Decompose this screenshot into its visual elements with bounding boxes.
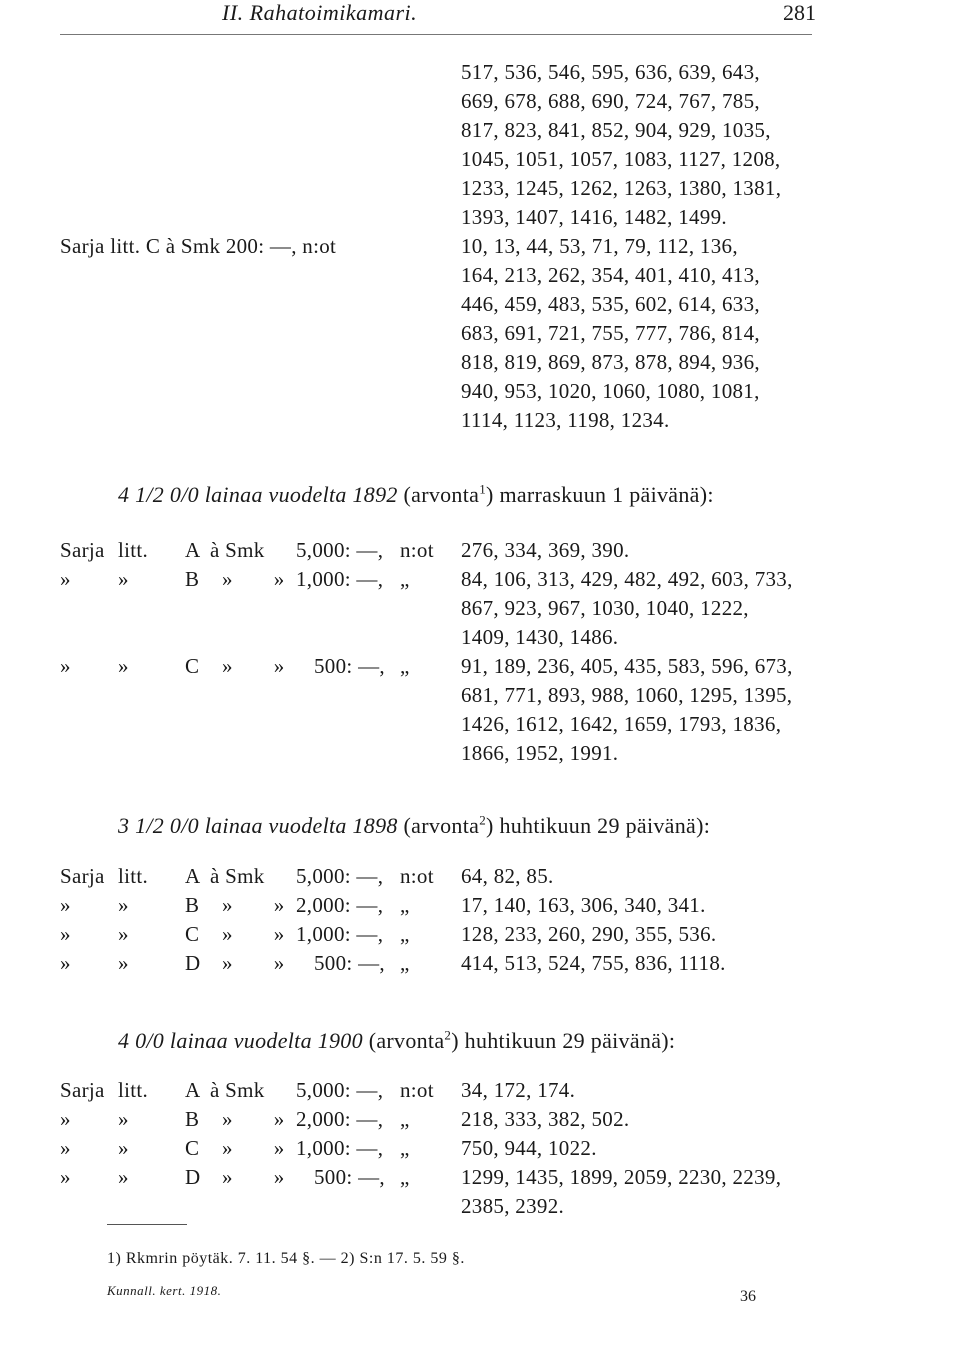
series-cell-amount: 5,000: —, <box>296 538 384 562</box>
series-cell-series: C <box>185 922 200 946</box>
footnote-rule <box>107 1224 187 1225</box>
heading-italic: 3 1/2 0/0 lainaa vuodelta 1898 <box>118 813 398 838</box>
series-cell-not: „ <box>400 922 410 946</box>
series-cell-sarja: » <box>60 567 71 591</box>
running-header-title: II. Rahatoimikamari. <box>222 0 418 25</box>
series-cell-asmk: » » <box>222 922 303 946</box>
series-cell-sarja: » <box>60 654 71 678</box>
series-cell-asmk: » » <box>222 567 303 591</box>
series-cell-amount: 1,000: —, <box>296 567 384 591</box>
series-cell-litt: » <box>118 893 129 917</box>
series-cell-sarja: Sarja <box>60 538 105 562</box>
series-cell-not: „ <box>400 893 410 917</box>
series-cell-asmk: » » <box>222 951 303 975</box>
header-rule <box>60 34 812 35</box>
series-cell-sarja: Sarja <box>60 864 105 888</box>
number-line: 2385, 2392. <box>461 1194 565 1218</box>
section-heading-1892 <box>118 482 714 508</box>
number-line: 64, 82, 85. <box>461 864 554 888</box>
number-line: 817, 823, 841, 852, 904, 929, 1035, <box>461 118 771 142</box>
series-cell-litt: » <box>118 1136 129 1160</box>
number-line: 1299, 1435, 1899, 2059, 2230, 2239, <box>461 1165 782 1189</box>
number-line: 128, 233, 260, 290, 355, 536. <box>461 922 717 946</box>
footnote-ref: 2 <box>479 812 487 828</box>
signature-mark: 36 <box>740 1288 756 1305</box>
series-cell-series: C <box>185 654 200 678</box>
series-cell-series: D <box>185 1165 201 1189</box>
series-cell-sarja: » <box>60 893 71 917</box>
number-line: 414, 513, 524, 755, 836, 1118. <box>461 951 726 975</box>
page-number: 281 <box>783 0 816 25</box>
number-line: 517, 536, 546, 595, 636, 639, 643, <box>461 60 760 84</box>
series-cell-litt: » <box>118 951 129 975</box>
number-line: 164, 213, 262, 354, 401, 410, 413, <box>461 263 760 287</box>
series-cell-amount: 2,000: —, <box>296 893 384 917</box>
series-cell-not: „ <box>400 1165 410 1189</box>
footnote-ref: 2 <box>444 1027 452 1043</box>
series-cell-asmk: » » <box>222 1136 303 1160</box>
series-cell-amount: 2,000: —, <box>296 1107 384 1131</box>
heading-italic: 4 0/0 lainaa vuodelta 1900 <box>118 1028 363 1053</box>
heading-text: (arvonta <box>368 1028 445 1053</box>
number-line: 84, 106, 313, 429, 482, 492, 603, 733, <box>461 567 793 591</box>
series-cell-litt: litt. <box>118 864 149 888</box>
series-cell-litt: » <box>118 1165 129 1189</box>
series-cell-asmk: » » <box>222 1107 303 1131</box>
series-cell-not: n:ot <box>400 538 434 562</box>
series-cell-series: A <box>185 1078 201 1102</box>
series-cell-amount: 1,000: —, <box>296 1136 384 1160</box>
number-line: 34, 172, 174. <box>461 1078 576 1102</box>
section-heading-1900 <box>118 1028 675 1054</box>
heading-text: (arvonta <box>403 813 480 838</box>
series-cell-sarja: » <box>60 922 71 946</box>
number-line: 1045, 1051, 1057, 1083, 1127, 1208, <box>461 147 781 171</box>
series-cell-amount: 5,000: —, <box>296 864 384 888</box>
number-line: 17, 140, 163, 306, 340, 341. <box>461 893 706 917</box>
series-cell-asmk: » » <box>222 654 303 678</box>
heading-text: ) marraskuun 1 päivänä): <box>486 482 714 507</box>
footnotes: 1) Rkmrin pöytäk. 7. 11. 54 §. — 2) S:n 17. 5. 59 §. <box>107 1250 465 1267</box>
series-cell-sarja: » <box>60 1107 71 1131</box>
number-line: 818, 819, 869, 873, 878, 894, 936, <box>461 350 760 374</box>
series-cell-series: C <box>185 1136 200 1160</box>
heading-text: ) huhtikuun 29 päivänä): <box>486 813 711 838</box>
series-cell-amount: 1,000: —, <box>296 922 384 946</box>
number-line: 1409, 1430, 1486. <box>461 625 619 649</box>
series-cell-litt: » <box>118 654 129 678</box>
series-cell-series: B <box>185 1107 200 1131</box>
series-cell-asmk: à Smk <box>210 1078 265 1102</box>
series-cell-not: „ <box>400 1136 410 1160</box>
series-cell-asmk: à Smk <box>210 864 265 888</box>
number-line: 91, 189, 236, 405, 435, 583, 596, 673, <box>461 654 793 678</box>
series-cell-sarja: » <box>60 1136 71 1160</box>
section-heading-1898 <box>118 813 710 839</box>
number-line: 276, 334, 369, 390. <box>461 538 630 562</box>
series-cell-amount: 500: —, <box>314 654 385 678</box>
series-cell-asmk: » » <box>222 893 303 917</box>
number-line: 940, 953, 1020, 1060, 1080, 1081, <box>461 379 760 403</box>
series-cell-not: n:ot <box>400 864 434 888</box>
number-line: 10, 13, 44, 53, 71, 79, 112, 136, <box>461 234 738 258</box>
number-line: 446, 459, 483, 535, 602, 614, 633, <box>461 292 760 316</box>
number-line: 218, 333, 382, 502. <box>461 1107 630 1131</box>
series-cell-litt: » <box>118 1107 129 1131</box>
number-line: 681, 771, 893, 988, 1060, 1295, 1395, <box>461 683 793 707</box>
series-cell-litt: litt. <box>118 538 149 562</box>
number-line: 669, 678, 688, 690, 724, 767, 785, <box>461 89 760 113</box>
series-cell-sarja: » <box>60 951 71 975</box>
heading-italic: 4 1/2 0/0 lainaa vuodelta 1892 <box>118 482 398 507</box>
number-line: 867, 923, 967, 1030, 1040, 1222, <box>461 596 749 620</box>
series-cell-asmk: à Smk <box>210 538 265 562</box>
number-line: 1426, 1612, 1642, 1659, 1793, 1836, <box>461 712 782 736</box>
series-cell-sarja: Sarja <box>60 1078 105 1102</box>
series-cell-series: B <box>185 567 200 591</box>
series-cell-not: „ <box>400 1107 410 1131</box>
series-cell-not: „ <box>400 567 410 591</box>
series-cell-amount: 500: —, <box>314 951 385 975</box>
number-line: 1866, 1952, 1991. <box>461 741 619 765</box>
series-cell-series: B <box>185 893 200 917</box>
heading-text: ) huhtikuun 29 päivänä): <box>451 1028 676 1053</box>
series-cell-not: n:ot <box>400 1078 434 1102</box>
number-line: 1233, 1245, 1262, 1263, 1380, 1381, <box>461 176 782 200</box>
series-cell-series: A <box>185 538 201 562</box>
series-cell-not: „ <box>400 654 410 678</box>
series-cell-amount: 5,000: —, <box>296 1078 384 1102</box>
heading-text: (arvonta <box>403 482 480 507</box>
series-cell-litt: » <box>118 567 129 591</box>
series-cell-not: „ <box>400 951 410 975</box>
series-cell-series: A <box>185 864 201 888</box>
series-cell-amount: 500: —, <box>314 1165 385 1189</box>
series-cell-asmk: » » <box>222 1165 303 1189</box>
series-cell-litt: » <box>118 922 129 946</box>
imprint: Kunnall. kert. 1918. <box>107 1283 222 1298</box>
footnote-ref: 1 <box>479 481 487 497</box>
series-cell-sarja: » <box>60 1165 71 1189</box>
series-cell-litt: litt. <box>118 1078 149 1102</box>
number-line: 1393, 1407, 1416, 1482, 1499. <box>461 205 727 229</box>
number-line: 750, 944, 1022. <box>461 1136 597 1160</box>
number-line: 1114, 1123, 1198, 1234. <box>461 408 670 432</box>
number-line: 683, 691, 721, 755, 777, 786, 814, <box>461 321 760 345</box>
series-label: Sarja litt. C à Smk 200: —, n:ot <box>60 234 337 258</box>
series-cell-series: D <box>185 951 201 975</box>
